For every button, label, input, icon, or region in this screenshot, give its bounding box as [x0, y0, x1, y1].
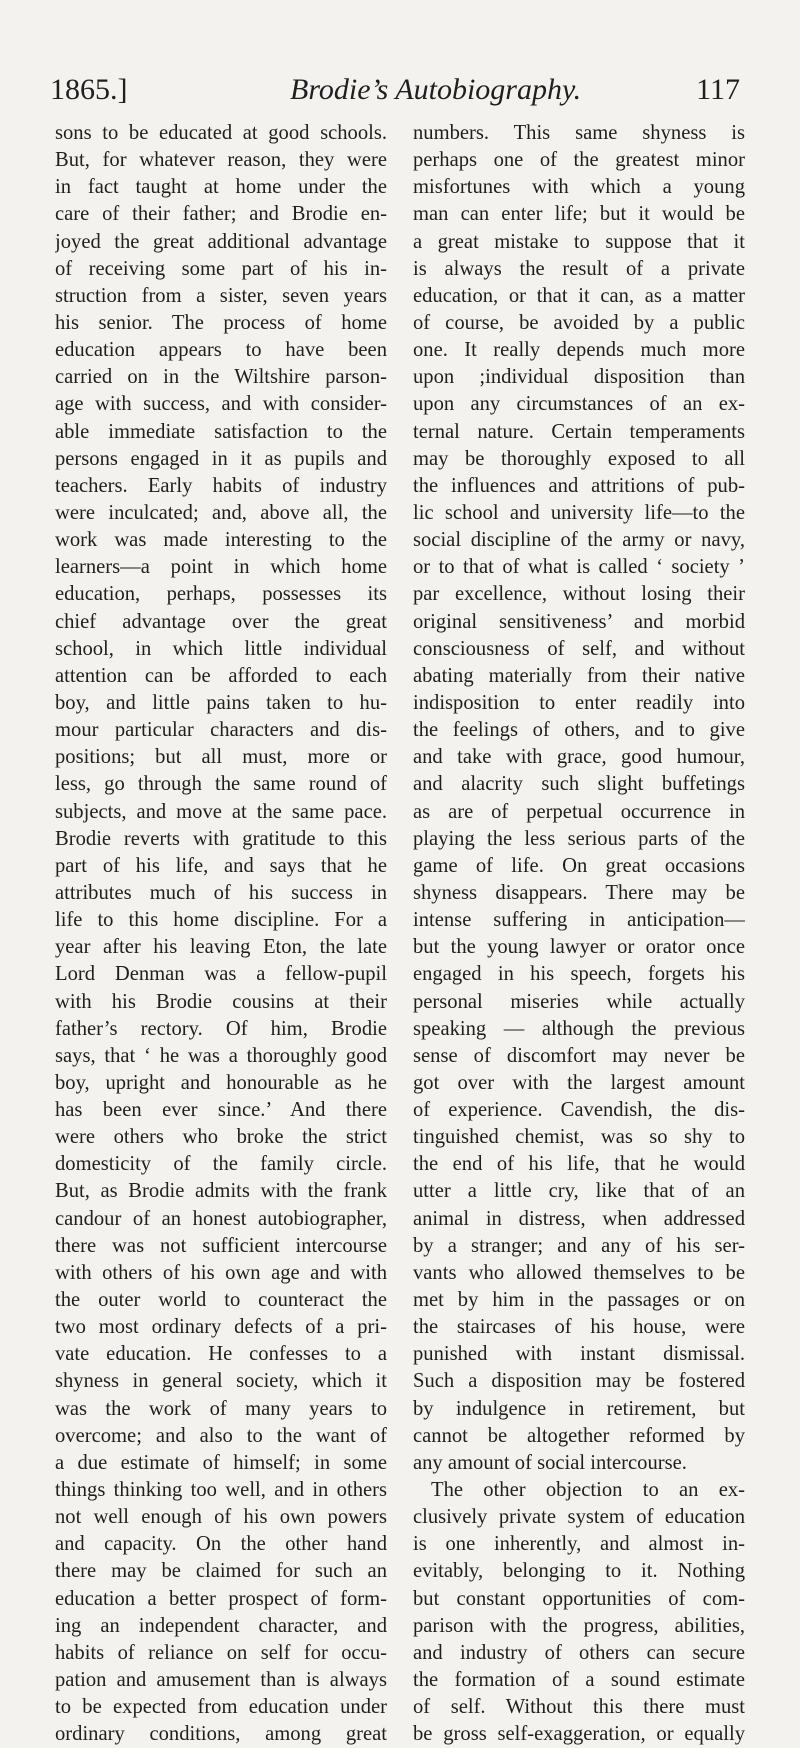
text-line: age with success, and with consider- — [55, 393, 387, 416]
text-line: clusively private system of education — [413, 1506, 745, 1529]
text-line: there may be claimed for such an — [55, 1560, 387, 1583]
text-line: in fact taught at home under the — [55, 176, 387, 199]
text-line: ing an independent character, and — [55, 1614, 387, 1637]
text-line: of experience. Cavendish, the dis- — [413, 1099, 745, 1122]
text-line: met by him in the passages or on — [413, 1289, 745, 1312]
text-line: carried on in the Wiltshire parson- — [55, 366, 387, 389]
text-line: perhaps one of the greatest minor — [413, 149, 745, 172]
text-line: persons engaged in it as pupils and — [55, 447, 387, 470]
text-line: consciousness of self, and without — [413, 637, 745, 660]
text-line: sense of discomfort may never be — [413, 1044, 745, 1067]
text-line: part of his life, and says that he — [55, 854, 387, 877]
text-line: the outer world to counteract the — [55, 1289, 387, 1312]
text-line: says, that ‘ he was a thoroughly good — [55, 1044, 387, 1067]
text-line: able immediate satisfaction to the — [55, 420, 387, 443]
text-line: year after his leaving Eton, the late — [55, 936, 387, 959]
text-line: sons to be educated at good schools. — [55, 122, 387, 144]
text-line: and take with grace, good humour, — [413, 746, 745, 769]
text-line: education a better prospect of form- — [55, 1587, 387, 1610]
text-line: ordinary conditions, among great — [55, 1723, 387, 1746]
header-title: Brodie’s Autobiography. — [290, 73, 582, 106]
text-line: punished with instant dismissal. — [413, 1343, 745, 1366]
text-line: by indulgence in retirement, but — [413, 1397, 745, 1420]
text-line: evitably, belonging to it. Nothing — [413, 1560, 745, 1583]
text-line: is always the result of a private — [413, 257, 745, 280]
text-line: not well enough of his own powers — [55, 1506, 387, 1529]
text-line: utter a little cry, like that of an — [413, 1180, 745, 1203]
text-line: habits of reliance on self for occu- — [55, 1641, 387, 1664]
text-line: intense suffering in anticipation— — [413, 909, 745, 932]
text-line: education, perhaps, possesses its — [55, 583, 387, 606]
text-line: with his Brodie cousins at their — [55, 990, 387, 1013]
text-line: candour of an honest autobiographer, — [55, 1207, 387, 1230]
text-line: was the work of many years to — [55, 1397, 387, 1420]
text-line: by a stranger; and any of his ser- — [413, 1234, 745, 1257]
text-line: his senior. The process of home — [55, 311, 387, 334]
text-line: upon any circumstances of an ex- — [413, 393, 745, 416]
text-line: original sensitiveness’ and morbid — [413, 610, 745, 633]
text-line: learners—a point in which home — [55, 556, 387, 579]
text-line: and industry of others can secure — [413, 1641, 745, 1664]
text-line: the feelings of others, and to give — [413, 719, 745, 742]
text-line: or to that of what is called ‘ society ’ — [413, 556, 745, 579]
text-line: domesticity of the family circle. — [55, 1153, 387, 1176]
text-line: lic school and university life—to the — [413, 501, 745, 524]
text-line: boy, and little pains taken to hu- — [55, 691, 387, 714]
text-line: man can enter life; but it would be — [413, 203, 745, 226]
text-line: less, go through the same round of — [55, 773, 387, 796]
text-line: the influences and attritions of pub- — [413, 474, 745, 497]
text-line: struction from a sister, seven years — [55, 284, 387, 307]
text-line: work was made interesting to the — [55, 529, 387, 552]
text-line: ternal nature. Certain temperaments — [413, 420, 745, 443]
text-line: father’s rectory. Of him, Brodie — [55, 1017, 387, 1040]
text-line: But, for whatever reason, they were — [55, 149, 387, 172]
text-line: shyness disappears. There may be — [413, 881, 745, 904]
text-line: be gross self-exaggeration, or equally — [413, 1723, 745, 1746]
text-line: things thinking too well, and in others — [55, 1479, 387, 1502]
text-line: vants who allowed themselves to be — [413, 1261, 745, 1284]
text-line: the staircases of his house, were — [413, 1316, 745, 1339]
text-line: social discipline of the army or navy, — [413, 529, 745, 552]
text-line: subjects, and move at the same pace. — [55, 800, 387, 823]
text-line: joyed the great additional advantage — [55, 230, 387, 253]
text-line: Brodie reverts with gratitude to this — [55, 827, 387, 850]
text-line: education appears to have been — [55, 339, 387, 362]
text-line: of receiving some part of his in- — [55, 257, 387, 280]
text-line: the formation of a sound estimate — [413, 1669, 745, 1692]
text-line: misfortunes with which a young — [413, 176, 745, 199]
text-line: par excellence, without losing their — [413, 583, 745, 606]
text-line: there was not sufficient intercourse — [55, 1234, 387, 1257]
text-line: speaking — although the previous — [413, 1017, 745, 1040]
text-line: as are of perpetual occurrence in — [413, 800, 745, 823]
text-line: to be expected from education under — [55, 1696, 387, 1719]
text-line: vate education. He confesses to a — [55, 1343, 387, 1366]
right-text-column — [413, 120, 745, 1748]
text-line: two most ordinary defects of a pri- — [55, 1316, 387, 1339]
text-line: chief advantage over the great — [55, 610, 387, 633]
text-line: Such a disposition may be fostered — [413, 1370, 745, 1393]
text-line: shyness in general society, which it — [55, 1370, 387, 1393]
text-line: playing the less serious parts of the — [413, 827, 745, 850]
text-line: and alacrity such slight buffetings — [413, 773, 745, 796]
text-line: mour particular characters and dis- — [55, 719, 387, 742]
left-text-column — [55, 120, 387, 1748]
text-line: animal in distress, when addressed — [413, 1207, 745, 1230]
text-line: attention can be afforded to each — [55, 664, 387, 687]
text-line: tinguished chemist, was so shy to — [413, 1126, 745, 1149]
text-line: Lord Denman was a fellow-pupil — [55, 963, 387, 986]
text-line: is one inherently, and almost in- — [413, 1533, 745, 1556]
text-line: engaged in his speech, forgets his — [413, 963, 745, 986]
text-line: may be thoroughly exposed to all — [413, 447, 745, 470]
text-line: attributes much of his success in — [55, 881, 387, 904]
text-line: but the young lawyer or orator once — [413, 936, 745, 959]
page-number: 117 — [696, 73, 740, 106]
text-line: boy, upright and honourable as he — [55, 1071, 387, 1094]
text-line: numbers. This same shyness is — [413, 122, 745, 144]
text-line: upon ;individual disposition than — [413, 366, 745, 389]
text-line: care of their father; and Brodie en- — [55, 203, 387, 226]
text-line: cannot be altogether reformed by — [413, 1424, 745, 1447]
text-line: The other objection to an ex- — [431, 1479, 745, 1502]
text-line: got over with the largest amount — [413, 1071, 745, 1094]
text-line: parison with the progress, abilities, — [413, 1614, 745, 1637]
text-line: overcome; and also to the want of — [55, 1424, 387, 1447]
text-line: with others of his own age and with — [55, 1261, 387, 1284]
text-line: a great mistake to suppose that it — [413, 230, 745, 253]
text-line: a due estimate of himself; in some — [55, 1451, 387, 1474]
text-line: one. It really depends much more — [413, 339, 745, 362]
text-line: any amount of social intercourse. — [413, 1451, 687, 1474]
text-line: were inculcated; and, above all, the — [55, 501, 387, 524]
text-line: But, as Brodie admits with the frank — [55, 1180, 387, 1203]
text-line: life to this home discipline. For a — [55, 909, 387, 932]
text-line: positions; but all must, more or — [55, 746, 387, 769]
text-line: abating materially from their native — [413, 664, 745, 687]
text-line: the end of his life, that he would — [413, 1153, 745, 1176]
text-line: of course, be avoided by a public — [413, 311, 745, 334]
text-line: and capacity. On the other hand — [55, 1533, 387, 1556]
running-header — [50, 72, 740, 108]
text-line: has been ever since.’ And there — [55, 1099, 387, 1122]
text-line: teachers. Early habits of industry — [55, 474, 387, 497]
text-line: education, or that it can, as a matter — [413, 284, 745, 307]
text-line: but constant opportunities of com- — [413, 1587, 745, 1610]
text-line: of self. Without this there must — [413, 1696, 745, 1719]
text-line: school, in which little individual — [55, 637, 387, 660]
text-line: pation and amusement than is always — [55, 1669, 387, 1692]
text-line: personal miseries while actually — [413, 990, 745, 1013]
text-line: were others who broke the strict — [55, 1126, 387, 1149]
header-year: 1865.] — [50, 73, 128, 106]
text-line: game of life. On great occasions — [413, 854, 745, 877]
text-line: indisposition to enter readily into — [413, 691, 745, 714]
